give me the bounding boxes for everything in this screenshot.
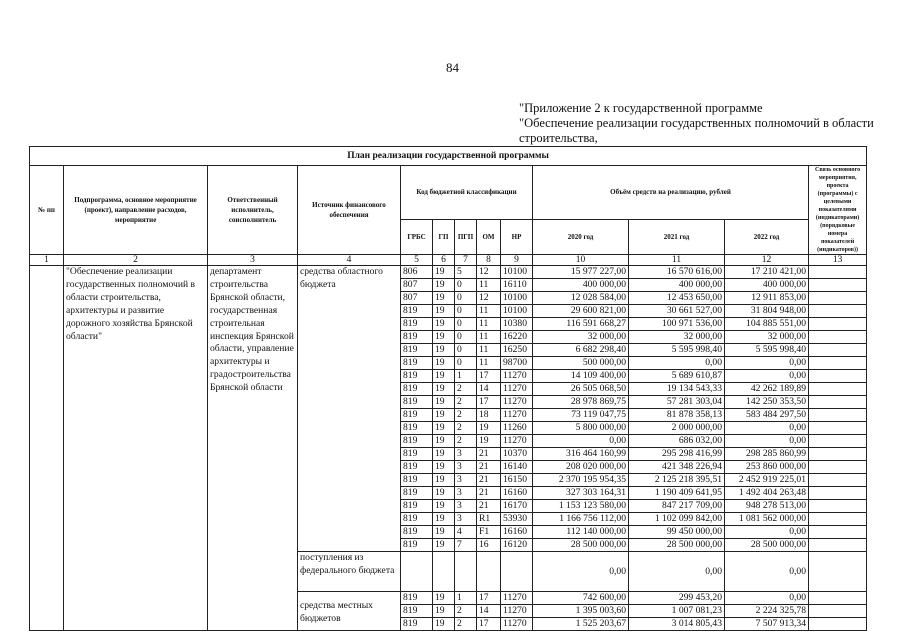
code-grbs: 819 (401, 396, 433, 409)
code-nr: 11270 (501, 409, 533, 422)
cell-link (809, 292, 867, 305)
code-grbs: 819 (401, 305, 433, 318)
amount-2021: 0,00 (629, 357, 725, 370)
cell-link (809, 605, 867, 618)
column-number-5: 5 (401, 255, 433, 266)
code-nr: 16170 (501, 500, 533, 513)
code-pgp: 0 (455, 357, 477, 370)
code-nr: 53930 (501, 513, 533, 526)
code-nr: 98700 (501, 357, 533, 370)
cell-source-federal: поступления из федерального бюджета (298, 552, 401, 592)
code-nr: 16220 (501, 331, 533, 344)
cell-link (809, 513, 867, 526)
amount-2021: 686 032,00 (629, 435, 725, 448)
cell-source-local: средства местных бюджетов (298, 592, 401, 631)
code-gp: 19 (433, 461, 455, 474)
cell-link (809, 618, 867, 631)
code-grbs: 819 (401, 605, 433, 618)
table-title: План реализации государственной программы (30, 147, 867, 166)
header-volume: Объём средств на реализацию, рублей (533, 166, 809, 220)
amount-2022: 104 885 551,00 (725, 318, 809, 331)
amount-2021: 12 453 650,00 (629, 292, 725, 305)
code-pgp: 3 (455, 448, 477, 461)
code-om: 11 (477, 331, 501, 344)
header-program: Подпрограмма, основное мероприятие (проект), направление расходов, мероприятие (64, 166, 208, 255)
code-pgp: 2 (455, 618, 477, 631)
code-pgp: 2 (455, 422, 477, 435)
cell-link (809, 318, 867, 331)
column-number-6: 6 (433, 255, 455, 266)
amount-2020: 5 800 000,00 (533, 422, 629, 435)
code-grbs: 819 (401, 513, 433, 526)
amount-2020: 116 591 668,27 (533, 318, 629, 331)
amount-federal-2022: 0,00 (725, 552, 809, 592)
code-empty (401, 552, 433, 592)
code-pgp: 2 (455, 435, 477, 448)
plan-table-container (29, 146, 866, 631)
code-om: 17 (477, 370, 501, 383)
header-grbs: ГРБС (401, 219, 433, 254)
amount-2021: 3 014 805,43 (629, 618, 725, 631)
column-number-7: 7 (455, 255, 477, 266)
amount-2021: 421 348 226,94 (629, 461, 725, 474)
cell-link (809, 422, 867, 435)
code-om: 12 (477, 292, 501, 305)
amount-2021: 5 689 610,87 (629, 370, 725, 383)
cell-link (809, 592, 867, 605)
amount-2021: 32 000,00 (629, 331, 725, 344)
code-om: 12 (477, 266, 501, 279)
cell-link (809, 461, 867, 474)
amount-2021: 81 878 358,13 (629, 409, 725, 422)
header-gp: ГП (433, 219, 455, 254)
code-gp: 19 (433, 487, 455, 500)
column-number-13: 13 (809, 255, 867, 266)
code-om: 11 (477, 305, 501, 318)
code-nr: 16250 (501, 344, 533, 357)
amount-2021: 100 971 536,00 (629, 318, 725, 331)
cell-link (809, 331, 867, 344)
code-pgp: 0 (455, 318, 477, 331)
header-source: Источник финансового обеспечения (298, 166, 401, 255)
cell-link (809, 474, 867, 487)
code-grbs: 819 (401, 318, 433, 331)
code-nr: 10100 (501, 305, 533, 318)
code-gp: 19 (433, 331, 455, 344)
code-nr: 11270 (501, 618, 533, 631)
amount-2020: 28 978 869,75 (533, 396, 629, 409)
code-nr: 16120 (501, 539, 533, 552)
cell-num (30, 266, 64, 631)
amount-2021: 1 190 409 641,95 (629, 487, 725, 500)
code-gp: 19 (433, 539, 455, 552)
code-nr: 11260 (501, 422, 533, 435)
code-pgp: 2 (455, 409, 477, 422)
amount-2020: 32 000,00 (533, 331, 629, 344)
cell-link (809, 396, 867, 409)
code-pgp: 5 (455, 266, 477, 279)
code-grbs: 819 (401, 448, 433, 461)
code-om: 11 (477, 318, 501, 331)
amount-2020: 73 119 047,75 (533, 409, 629, 422)
code-nr: 16160 (501, 526, 533, 539)
cell-executor: департамент строительства Брянской области, государственная строительная инспекция Брянской области, управление архитектуры и градостроительства Брянской области (208, 266, 298, 631)
code-pgp: 3 (455, 500, 477, 513)
amount-2022: 0,00 (725, 422, 809, 435)
cell-link (809, 279, 867, 292)
cell-link (809, 344, 867, 357)
code-gp: 19 (433, 526, 455, 539)
cell-link (809, 552, 867, 592)
code-nr: 11270 (501, 370, 533, 383)
amount-2022: 583 484 297,50 (725, 409, 809, 422)
code-pgp: 4 (455, 526, 477, 539)
code-grbs: 819 (401, 422, 433, 435)
amount-2020: 500 000,00 (533, 357, 629, 370)
code-grbs: 819 (401, 500, 433, 513)
amount-2022: 1 081 562 000,00 (725, 513, 809, 526)
amount-2022: 0,00 (725, 435, 809, 448)
code-grbs: 819 (401, 409, 433, 422)
amount-2022: 0,00 (725, 592, 809, 605)
amount-2021: 16 570 616,00 (629, 266, 725, 279)
amount-2022: 7 507 913,34 (725, 618, 809, 631)
code-gp: 19 (433, 370, 455, 383)
amount-2020: 742 600,00 (533, 592, 629, 605)
code-gp: 19 (433, 266, 455, 279)
code-gp: 19 (433, 422, 455, 435)
appendix-caption (519, 101, 879, 146)
code-nr: 11270 (501, 396, 533, 409)
amount-2021: 2 000 000,00 (629, 422, 725, 435)
code-om: 17 (477, 396, 501, 409)
amount-2022: 5 595 998,40 (725, 344, 809, 357)
code-nr: 10380 (501, 318, 533, 331)
amount-2022: 0,00 (725, 357, 809, 370)
amount-2022: 1 492 404 263,48 (725, 487, 809, 500)
amount-2022: 2 224 325,78 (725, 605, 809, 618)
header-2020: 2020 год (533, 219, 629, 254)
amount-2021: 99 450 000,00 (629, 526, 725, 539)
code-grbs: 819 (401, 539, 433, 552)
column-number-11: 11 (629, 255, 725, 266)
cell-link (809, 526, 867, 539)
column-number-12: 12 (725, 255, 809, 266)
amount-2021: 299 453,20 (629, 592, 725, 605)
code-nr: 16110 (501, 279, 533, 292)
amount-2021: 295 298 416,99 (629, 448, 725, 461)
code-pgp: 7 (455, 539, 477, 552)
amount-2022: 400 000,00 (725, 279, 809, 292)
amount-federal-2020: 0,00 (533, 552, 629, 592)
amount-2022: 298 285 860,99 (725, 448, 809, 461)
column-number-4: 4 (298, 255, 401, 266)
cell-link (809, 448, 867, 461)
amount-2021: 2 125 218 395,51 (629, 474, 725, 487)
code-gp: 19 (433, 357, 455, 370)
code-nr: 11270 (501, 435, 533, 448)
code-pgp: 0 (455, 279, 477, 292)
amount-2020: 1 395 003,60 (533, 605, 629, 618)
code-om: 16 (477, 539, 501, 552)
code-om: 14 (477, 605, 501, 618)
header-om: ОМ (477, 219, 501, 254)
amount-2022: 17 210 421,00 (725, 266, 809, 279)
code-pgp: 0 (455, 331, 477, 344)
cell-program: "Обеспечение реализации государственных полномочий в области строительства, архитектуры и развитие дорожного хозяйства Брянской области" (64, 266, 208, 631)
code-grbs: 806 (401, 266, 433, 279)
amount-2022: 142 250 353,50 (725, 396, 809, 409)
code-grbs: 819 (401, 383, 433, 396)
code-grbs: 807 (401, 279, 433, 292)
code-om: 17 (477, 618, 501, 631)
code-grbs: 819 (401, 487, 433, 500)
amount-2021: 1 007 081,23 (629, 605, 725, 618)
amount-2022: 12 911 853,00 (725, 292, 809, 305)
amount-2022: 0,00 (725, 370, 809, 383)
amount-2022: 948 278 513,00 (725, 500, 809, 513)
code-nr: 11270 (501, 605, 533, 618)
code-gp: 19 (433, 592, 455, 605)
code-om: 11 (477, 344, 501, 357)
code-om: F1 (477, 526, 501, 539)
code-nr: 10100 (501, 266, 533, 279)
amount-2020: 6 682 298,40 (533, 344, 629, 357)
code-empty (477, 552, 501, 592)
code-pgp: 1 (455, 370, 477, 383)
code-grbs: 819 (401, 370, 433, 383)
amount-2020: 12 028 584,00 (533, 292, 629, 305)
code-om: 21 (477, 448, 501, 461)
amount-2020: 14 109 400,00 (533, 370, 629, 383)
amount-2022: 28 500 000,00 (725, 539, 809, 552)
column-number-2: 2 (64, 255, 208, 266)
code-pgp: 2 (455, 396, 477, 409)
code-om: 21 (477, 474, 501, 487)
code-gp: 19 (433, 305, 455, 318)
amount-2021: 5 595 998,40 (629, 344, 725, 357)
header-pgp: ПГП (455, 219, 477, 254)
amount-2022: 32 000,00 (725, 331, 809, 344)
code-grbs: 819 (401, 435, 433, 448)
cell-link (809, 266, 867, 279)
appendix-line-3: строительства, (519, 131, 598, 145)
code-empty (455, 552, 477, 592)
code-om: 21 (477, 500, 501, 513)
cell-link (809, 487, 867, 500)
code-grbs: 819 (401, 461, 433, 474)
code-gp: 19 (433, 409, 455, 422)
code-om: 21 (477, 461, 501, 474)
code-pgp: 0 (455, 292, 477, 305)
amount-2022: 42 262 189,89 (725, 383, 809, 396)
amount-2022: 253 860 000,00 (725, 461, 809, 474)
amount-2022: 0,00 (725, 526, 809, 539)
code-pgp: 3 (455, 513, 477, 526)
cell-link (809, 357, 867, 370)
code-pgp: 2 (455, 605, 477, 618)
amount-2020: 400 000,00 (533, 279, 629, 292)
code-gp: 19 (433, 435, 455, 448)
code-om: 14 (477, 383, 501, 396)
appendix-line-2: "Обеспечение реализации государственных полномочий в области (519, 116, 874, 130)
code-nr: 16140 (501, 461, 533, 474)
code-pgp: 2 (455, 383, 477, 396)
cell-link (809, 500, 867, 513)
code-pgp: 1 (455, 592, 477, 605)
amount-2021: 1 102 099 842,00 (629, 513, 725, 526)
code-gp: 19 (433, 279, 455, 292)
amount-2020: 15 977 227,00 (533, 266, 629, 279)
cell-link (809, 539, 867, 552)
cell-link (809, 383, 867, 396)
code-pgp: 3 (455, 474, 477, 487)
code-nr: 16150 (501, 474, 533, 487)
code-grbs: 819 (401, 526, 433, 539)
code-gp: 19 (433, 383, 455, 396)
code-empty (433, 552, 455, 592)
column-number-10: 10 (533, 255, 629, 266)
code-grbs: 819 (401, 474, 433, 487)
header-num: № пп (30, 166, 64, 255)
amount-2020: 327 303 164,31 (533, 487, 629, 500)
amount-2021: 847 217 709,00 (629, 500, 725, 513)
code-gp: 19 (433, 500, 455, 513)
code-gp: 19 (433, 618, 455, 631)
code-grbs: 819 (401, 357, 433, 370)
code-gp: 19 (433, 448, 455, 461)
code-gp: 19 (433, 605, 455, 618)
amount-federal-2021: 0,00 (629, 552, 725, 592)
amount-2021: 30 661 527,00 (629, 305, 725, 318)
amount-2022: 2 452 919 225,01 (725, 474, 809, 487)
code-nr: 10370 (501, 448, 533, 461)
amount-2020: 0,00 (533, 435, 629, 448)
code-om: 21 (477, 487, 501, 500)
code-om: 17 (477, 592, 501, 605)
code-pgp: 3 (455, 487, 477, 500)
appendix-line-1: "Приложение 2 к государственной программе (519, 101, 763, 115)
code-om: 11 (477, 279, 501, 292)
cell-source-regional: средства областного бюджета (298, 266, 401, 552)
code-nr: 10100 (501, 292, 533, 305)
code-om: 11 (477, 357, 501, 370)
amount-2020: 1 525 203,67 (533, 618, 629, 631)
code-om: 19 (477, 422, 501, 435)
code-grbs: 819 (401, 331, 433, 344)
code-gp: 19 (433, 474, 455, 487)
column-numbers-row (30, 255, 867, 266)
amount-2020: 26 505 068,50 (533, 383, 629, 396)
column-number-9: 9 (501, 255, 533, 266)
column-number-3: 3 (208, 255, 298, 266)
header-budget-code: Код бюджетной классификации (401, 166, 533, 220)
amount-2020: 28 500 000,00 (533, 539, 629, 552)
column-number-8: 8 (477, 255, 501, 266)
amount-2020: 112 140 000,00 (533, 526, 629, 539)
cell-link (809, 409, 867, 422)
amount-2020: 1 153 123 580,00 (533, 500, 629, 513)
code-gp: 19 (433, 396, 455, 409)
code-gp: 19 (433, 344, 455, 357)
code-pgp: 0 (455, 305, 477, 318)
code-gp: 19 (433, 513, 455, 526)
code-gp: 19 (433, 292, 455, 305)
amount-2021: 57 281 303,04 (629, 396, 725, 409)
code-om: 19 (477, 435, 501, 448)
amount-2021: 19 134 543,33 (629, 383, 725, 396)
header-link: Связь основного мероприятия, проекта (программы) с целевыми показателями (индикаторами) (порядковые номера показателей (индикаторов)) (809, 166, 867, 255)
code-grbs: 807 (401, 292, 433, 305)
header-2022: 2022 год (725, 219, 809, 254)
code-grbs: 819 (401, 592, 433, 605)
header-2021: 2021 год (629, 219, 725, 254)
code-nr: 11270 (501, 592, 533, 605)
code-pgp: 3 (455, 461, 477, 474)
amount-2020: 316 464 160,99 (533, 448, 629, 461)
code-nr: 16160 (501, 487, 533, 500)
code-gp: 19 (433, 318, 455, 331)
column-number-1: 1 (30, 255, 64, 266)
cell-link (809, 305, 867, 318)
code-pgp: 0 (455, 344, 477, 357)
code-om: 18 (477, 409, 501, 422)
code-empty (501, 552, 533, 592)
header-nr: НР (501, 219, 533, 254)
amount-2020: 1 166 756 112,00 (533, 513, 629, 526)
code-grbs: 819 (401, 344, 433, 357)
amount-2020: 208 020 000,00 (533, 461, 629, 474)
amount-2022: 31 804 948,00 (725, 305, 809, 318)
code-grbs: 819 (401, 618, 433, 631)
table-row (30, 266, 867, 279)
header-executor: Ответственный исполнитель, соисполнитель (208, 166, 298, 255)
cell-link (809, 435, 867, 448)
cell-link (809, 370, 867, 383)
amount-2020: 29 600 821,00 (533, 305, 629, 318)
page-number: 84 (446, 60, 459, 75)
amount-2021: 28 500 000,00 (629, 539, 725, 552)
amount-2020: 2 370 195 954,35 (533, 474, 629, 487)
code-om: R1 (477, 513, 501, 526)
amount-2021: 400 000,00 (629, 279, 725, 292)
code-nr: 11270 (501, 383, 533, 396)
plan-table (29, 146, 867, 631)
